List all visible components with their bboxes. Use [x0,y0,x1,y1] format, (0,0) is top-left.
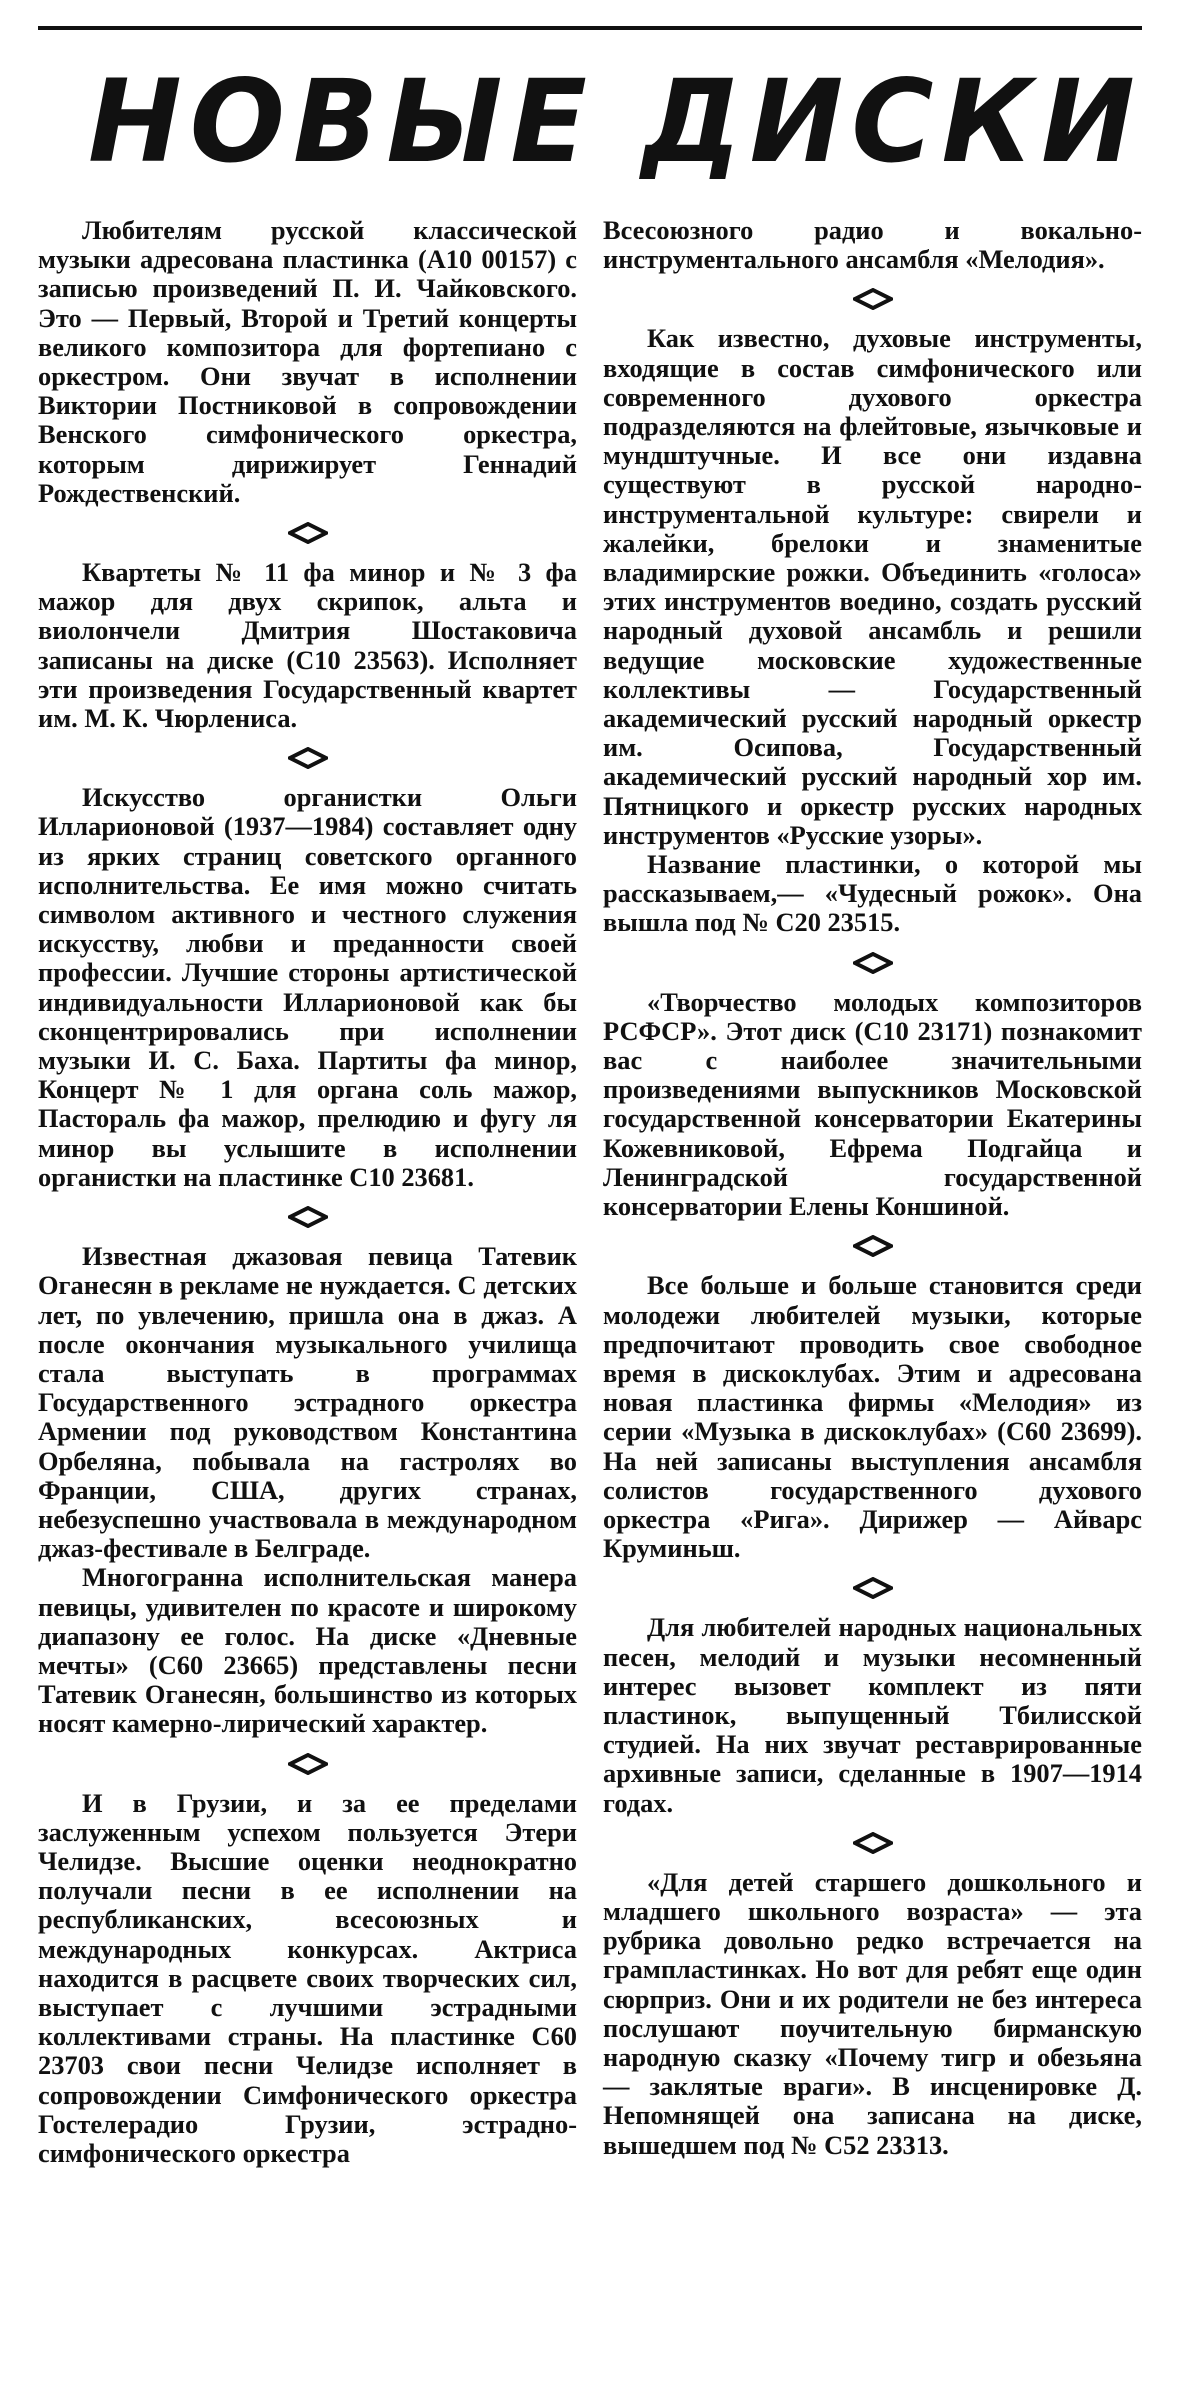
article-paragraph: «Для детей старшего дошкольного и младшего школьного возраста» — эта рубрика довольно редко встречается на грампластинках. Но вот для ребят еще один сюрприз. Они и их родители не без интереса послушают поучительную бирманскую народную сказку «Почему тигр и обезьяна — заклятые враги». В инсценировке Д. Непомнящей она записана на диске, вышедшем под № С52 23313. [603,1866,1142,2160]
diamond-separator-icon [603,1571,1142,1605]
diamond-separator-icon [603,1826,1142,1860]
diamond-separator-icon [603,282,1142,316]
left-column [38,208,577,2168]
headline: НОВЫЕ ДИСКИ [88,55,1143,189]
right-column [603,208,1142,2168]
article-paragraph: Известная джазовая певица Татевик Оганесян в рекламе не нуждается. С детских лет, по увлечению, пришла она в джаз. А после окончания музыкального училища стала выступать в программах Государственного эстрадного оркестра Армении под руководством Константина Орбеляна, побывала на гастролях во Франции, США, других странах, небезуспешно участвовала в международном джаз-фестивале в Белграде. [38,1241,577,1564]
article-paragraph: Любителям русской классической музыки адресована пластинка (А10 00157) с записью произведений П. И. Чайковского. Это — Первый, Второй и Третий концерты великого композитора для фортепиано с оркестром. Они звучат в исполнении Виктории Постниковой в сопровождении Венского симфонического оркестра, которым дирижирует Геннадий Рождественский. [38,215,577,508]
diamond-separator-icon [603,946,1142,980]
diamond-separator-icon [38,1200,577,1234]
article-paragraph: Название пластинки, о которой мы рассказываем,— «Чудесный рожок». Она вышла под № С20 23515. [603,849,1142,938]
top-rule [38,26,1142,30]
article-paragraph: Для любителей народных национальных песен, мелодий и музыки несомненный интерес вызовет комплект из пяти пластинок, выпущенный Тбилисской студией. На них звучат реставрированные архивные записи, сделанные в 1907—1914 годах. [603,1612,1142,1818]
diamond-separator-icon [38,1747,577,1781]
article-paragraph: Квартеты № 11 фа минор и № 3 фа мажор для двух скрипок, альта и виолончели Дмитрия Шостаковича записаны на диске (С10 23563). Исполняет эти произведения Государственный квартет им. М. К. Чюрлениса. [38,557,577,734]
diamond-separator-icon [38,516,577,550]
article-paragraph: Все больше и больше становится среди молодежи любителей музыки, которые предпочитают проводить свое свободное время в дискоклубах. Этим и адресована новая пластинка фирмы «Мелодия» из серии «Музыка в дискоклубах» (С60 23699). На ней записаны выступления ансамбля солистов государственного духового оркестра «Рига». Дирижер — Айварс Круминьш. [603,1270,1142,1564]
diamond-separator-icon [38,741,577,775]
diamond-separator-icon [603,1229,1142,1263]
article-paragraph: Многогранна исполнительская манера певицы, удивителен по красоте и широкому диапазону ее голос. На диске «Дневные мечты» (С60 23665) представлены песни Татевик Оганесян, большинство из которых носят камерно-лирический характер. [38,1562,577,1739]
article-paragraph: Как известно, духовые инструменты, входящие в состав симфонического или современного духового оркестра подразделяются на флейтовые, язычковые и мундштучные. И все они издавна существуют в русской народно-инструментальной культуре: свирели и жалейки, брелоки и знаменитые владимирские рожки. Объединить «голоса» этих инструментов воедино, создать русский народный духовой ансамбль и решили ведущие московские художественные коллективы — Государственный академический русский народный оркестр им. Осипова, Государственный академический русский народный хор им. Пятницкого и оркестр русских народных инструментов «Русские узоры». [603,323,1142,850]
article-paragraph: И в Грузии, и за ее пределами заслуженным успехом пользуется Этери Челидзе. Высшие оценки неоднократно получали песни в ее исполнении на республиканских, всесоюзных и международных конкурсах. Актриса находится в расцвете своих творческих сил, выступает с лучшими эстрадными коллективами страны. На пластинке С60 23703 свои песни Челидзе исполняет в сопровождении Симфонического оркестра Гостелерадио Грузии, эстрадно-симфонического оркестра [38,1787,577,2168]
article-paragraph: Искусство органистки Ольги Илларионовой (1937—1984) составляет одну из ярких страниц советского органного исполнительства. Ее имя можно считать символом активного и честного служения искусству, любви и преданности своей профессии. Лучшие стороны артистической индивидуальности Илларионовой как бы сконцентрировались при исполнении музыки И. С. Баха. Партиты фа минор, Концерт № 1 для органа соль мажор, Пастораль фа мажор, прелюдию и фугу ля минор вы услышите в исполнении органистки на пластинке С10 23681. [38,782,577,1192]
article-paragraph: Всесоюзного радио и вокально-инструментального ансамбля «Мелодия». [603,215,1142,275]
article-paragraph: «Творчество молодых композиторов РСФСР». Этот диск (С10 23171) познакомит вас с наиболее значительными произведениями выпускников Московской государственной консерватории Екатерины Кожевниковой, Ефрема Подгайца и Ленинградской государственной консерватории Елены Коншиной. [603,986,1142,1222]
article-columns [38,208,1142,2168]
